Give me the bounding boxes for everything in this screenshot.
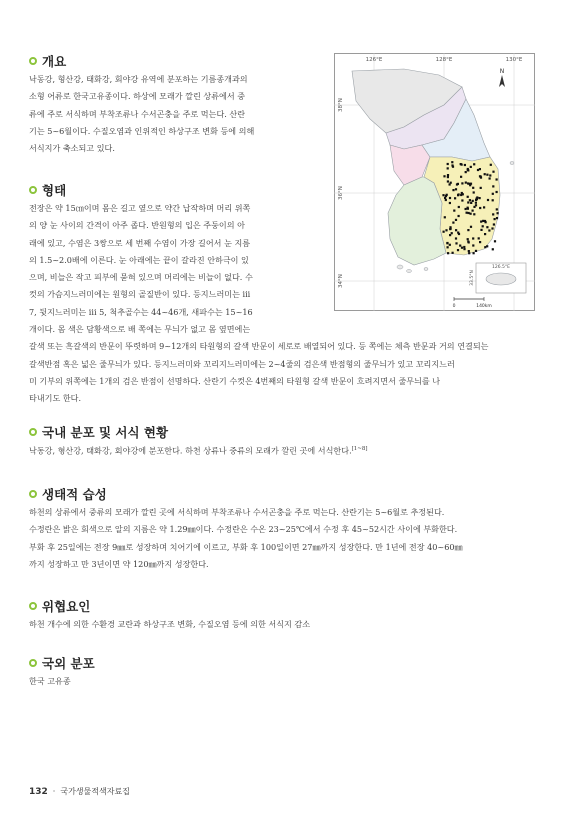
occurrence-marker (449, 202, 451, 204)
north-label: N (499, 68, 505, 75)
occurrence-marker (482, 225, 484, 227)
occurrence-marker (476, 196, 478, 198)
text-line: 류에 주로 서식하며 부착조류나 수서곤충을 주로 먹는다. 산란 (29, 108, 246, 119)
text-line: 전장은 약 15㎝이며 몸은 길고 옆으로 약간 납작하며 머리 위쪽 (29, 203, 251, 213)
occurrence-marker (442, 194, 444, 196)
occurrence-marker (475, 250, 477, 252)
foreign-text (29, 673, 71, 690)
occurrence-marker (477, 169, 479, 171)
heading-bullet-icon (29, 659, 37, 667)
occurrence-marker (447, 252, 449, 254)
occurrence-marker (457, 232, 459, 234)
occurrence-marker (467, 238, 469, 240)
occurrence-marker (480, 229, 482, 231)
occurrence-marker (486, 174, 488, 176)
occurrence-marker (473, 252, 475, 254)
occurrence-marker (456, 183, 458, 185)
text-line: 갈색반점 혹은 넓은 줄무늬가 있다. 등지느러미와 꼬리지느러미에는 2~4줄의 검은색 반점형의 줄무늬가 있고 꼬리지느러 (29, 358, 455, 369)
occurrence-marker (443, 175, 445, 177)
occurrence-marker (453, 210, 455, 212)
occurrence-marker (467, 196, 469, 198)
occurrence-marker (467, 207, 469, 209)
distribution-map (334, 53, 535, 311)
occurrence-marker (449, 234, 451, 236)
lat-label: 34°N (338, 274, 344, 288)
occurrence-marker (452, 252, 454, 254)
distribution-line: 낙동강, 형산강, 태화강, 회야강에 분포한다. 하천 상류나 중류의 모래가 깔린 곳에 서식한다. (29, 445, 352, 456)
jeju-inset (469, 263, 526, 293)
occurrence-marker (468, 212, 470, 214)
occurrence-marker (461, 199, 463, 201)
occurrence-marker (491, 227, 493, 229)
text-line: 하천의 상류에서 중류의 모래가 깔린 곳에 서식하며 부착조류나 수서곤충을 주로 먹는다. 산란기는 5~6월로 추정된다. (29, 507, 445, 517)
occurrence-marker (459, 245, 461, 247)
heading-bullet-icon (29, 490, 37, 498)
occurrence-marker (496, 191, 498, 193)
reference-mark: [1~8] (351, 446, 368, 452)
occurrence-marker (472, 237, 474, 239)
occurrence-marker (458, 206, 460, 208)
occurrence-marker (469, 184, 471, 186)
ecology-heading (29, 485, 107, 503)
occurrence-marker (470, 226, 472, 228)
occurrence-marker (469, 199, 471, 201)
text-line: 갈색 또는 흑갈색의 반문이 뚜렷하며 9~12개의 타원형의 갈색 반문이 세로로 배열되어 있다. 등 쪽에는 체측 반문과 거의 연결되는 (29, 341, 489, 352)
occurrence-marker (455, 219, 457, 221)
inset-lat-label: 33.5°N (470, 270, 475, 286)
occurrence-marker (451, 164, 453, 166)
occurrence-marker (482, 220, 484, 222)
foreign-title: 국외 분포 (42, 656, 95, 671)
occurrence-marker (492, 193, 494, 195)
occurrence-marker (483, 206, 485, 208)
text-line (29, 441, 368, 460)
occurrence-marker (465, 182, 467, 184)
text-line: 개이다. 몸 색은 담황색으로 배 쪽에는 무늬가 없고 몸 옆면에는 (29, 324, 251, 335)
occurrence-marker (479, 168, 481, 170)
text-line: 한국 고유종 (29, 676, 71, 686)
text-line: 컷의 가슴지느러미에는 원형의 골질반이 있다. 등지느러미는 iii (29, 289, 251, 300)
occurrence-marker (461, 164, 463, 166)
occurrence-marker (454, 197, 456, 199)
overview-heading (29, 52, 66, 70)
occurrence-marker (455, 188, 457, 190)
ecology-title: 생태적 습성 (42, 487, 107, 502)
occurrence-marker (480, 221, 482, 223)
occurrence-marker (465, 171, 467, 173)
occurrence-marker (461, 182, 463, 184)
text-line: 낙동강, 형산강, 태화강, 회야강 유역에 분포하는 기름종개과의 (29, 74, 248, 84)
text-line: 래에 있고, 수염은 3쌍으로 세 번째 수염이 가장 길어서 눈 지름 (29, 237, 251, 248)
ecology-text (29, 504, 463, 573)
occurrence-marker (473, 191, 475, 193)
occurrence-marker (475, 204, 477, 206)
page-number: 132 (29, 786, 48, 797)
occurrence-marker (492, 171, 494, 173)
scale-label: 0 (452, 304, 456, 309)
heading-bullet-icon (29, 186, 37, 194)
text-line: 미 기부의 위쪽에는 1개의 검은 반점이 선명하다. 산란기 수컷은 4번째의 타원형 갈색 반문이 흐려지면서 줄무늬를 나 (29, 375, 441, 386)
occurrence-marker (443, 231, 445, 233)
occurrence-marker (449, 226, 451, 228)
occurrence-marker (461, 247, 463, 249)
occurrence-marker (447, 167, 449, 169)
occurrence-marker (480, 187, 482, 189)
occurrence-marker (494, 218, 496, 220)
occurrence-marker (496, 208, 498, 210)
occurrence-marker (466, 212, 468, 214)
occurrence-marker (492, 185, 494, 187)
text-line: 의 1.5~2.0배에 이른다. 눈 아래에는 끝이 갈라진 안하극이 있 (29, 254, 249, 265)
occurrence-marker (470, 202, 472, 204)
occurrence-marker (484, 233, 486, 235)
heading-bullet-icon (29, 57, 37, 65)
occurrence-marker (472, 210, 474, 212)
occurrence-marker (463, 246, 465, 248)
overview-title: 개요 (42, 54, 67, 69)
occurrence-marker (472, 200, 474, 202)
occurrence-marker (447, 174, 449, 176)
lat-label: 38°N (338, 98, 344, 112)
occurrence-marker (489, 174, 491, 176)
occurrence-marker (494, 240, 496, 242)
lat-label: 36°N (338, 186, 344, 200)
occurrence-marker (478, 237, 480, 239)
occurrence-marker (497, 212, 499, 214)
occurrence-marker (496, 178, 498, 180)
occurrence-marker (452, 189, 454, 191)
occurrence-marker (496, 217, 498, 219)
occurrence-marker (492, 248, 494, 250)
distribution-text (29, 441, 368, 460)
text-line: 수정란은 밝은 회색으로 알의 지름은 약 1.29㎜이다. 수정란은 수온 23~25℃에서 수정 후 45~52시간 사이에 부화한다. (29, 524, 458, 535)
occurrence-marker (486, 245, 488, 247)
overview-text (29, 71, 254, 157)
distribution-title: 국내 분포 및 서식 현황 (42, 425, 169, 440)
text-line: 으며, 비늘은 작고 피부에 묻혀 있으며 머리에는 비늘이 없다. 수 (29, 272, 253, 283)
foreign-heading (29, 654, 95, 672)
occurrence-marker (445, 199, 447, 201)
occurrence-marker (475, 202, 477, 204)
threats-text (29, 616, 310, 633)
lon-label: 130°E (505, 57, 523, 63)
occurrence-marker (473, 163, 475, 165)
text-line: 소형 어류로 한국고유종이다. 하상에 모래가 깔린 상류에서 중 (29, 91, 246, 102)
occurrence-marker (455, 242, 457, 244)
occurrence-marker (452, 222, 454, 224)
occurrence-marker (470, 213, 472, 215)
occurrence-marker (451, 161, 453, 163)
occurrence-marker (479, 207, 481, 209)
occurrence-marker (446, 242, 448, 244)
text-line: 하천 개수에 의한 수환경 교란과 하상구조 변화, 수질오염 등에 의한 서식지 감소 (29, 619, 311, 629)
occurrence-marker (486, 226, 488, 228)
occurrence-marker (468, 252, 470, 254)
page-footer (29, 786, 130, 797)
occurrence-marker (473, 213, 475, 215)
text-line: 기는 5~6월이다. 수질오염과 인위적인 하상구조 변화 등에 의해 (29, 125, 255, 136)
occurrence-marker (444, 216, 446, 218)
occurrence-marker (458, 215, 460, 217)
occurrence-marker (490, 164, 492, 166)
occurrence-marker (493, 223, 495, 225)
occurrence-marker (484, 246, 486, 248)
occurrence-marker (460, 176, 462, 178)
occurrence-marker (460, 194, 462, 196)
occurrence-marker (468, 250, 470, 252)
text-line: 의 양 눈 사이의 간격이 아주 좁다. 반원형의 입은 주둥이의 아 (29, 220, 245, 231)
occurrence-marker (444, 197, 446, 199)
occurrence-marker (487, 199, 489, 201)
occurrence-marker (458, 193, 460, 195)
occurrence-marker (467, 169, 469, 171)
scale-label: 140km (476, 304, 492, 309)
occurrence-marker (451, 232, 453, 234)
heading-bullet-icon (29, 602, 37, 610)
occurrence-marker (489, 177, 491, 179)
jeju-island (486, 273, 516, 285)
occurrence-marker (445, 195, 447, 197)
occurrence-marker (447, 180, 449, 182)
occurrence-marker (457, 249, 459, 251)
heading-bullet-icon (29, 428, 37, 436)
text-line: 타내기도 한다. (29, 393, 82, 404)
book-title: 국가생물적색자료집 (60, 787, 130, 796)
occurrence-marker (461, 192, 463, 194)
occurrence-marker (467, 241, 469, 243)
occurrence-marker (492, 199, 494, 201)
occurrence-marker (480, 177, 482, 179)
distribution-heading (29, 423, 168, 441)
text-line: 서식지가 축소되고 있다. (29, 143, 115, 154)
occurrence-marker (455, 229, 457, 231)
occurrence-marker (484, 173, 486, 175)
occurrence-marker (447, 176, 449, 178)
occurrence-marker (467, 201, 469, 203)
occurrence-marker (464, 164, 466, 166)
threats-heading (29, 597, 90, 615)
threats-title: 위협요인 (42, 599, 91, 614)
occurrence-marker (449, 244, 451, 246)
occurrence-marker (470, 166, 472, 168)
occurrence-marker (447, 246, 449, 248)
text-line: 7, 뒷지느러미는 iii 5, 척추골수는 44~46개, 새파수는 15~16 (29, 306, 253, 317)
morphology-title: 형태 (42, 183, 67, 198)
occurrence-marker (488, 229, 490, 231)
inset-lon-label: 126.5°E (492, 265, 510, 270)
occurrence-marker (479, 197, 481, 199)
occurrence-marker (467, 229, 469, 231)
lon-label: 126°E (365, 57, 383, 63)
occurrence-marker (450, 182, 452, 184)
footer-separator: · (52, 787, 56, 796)
text-line: 부화 후 25일에는 전장 9㎜로 성장하며 치어기에 이르고, 부화 후 100일이면 27㎜까지 성장한다. 만 1년에 전장 40~60㎜ (29, 541, 463, 552)
occurrence-marker (472, 244, 474, 246)
occurrence-marker (479, 241, 481, 243)
occurrence-marker (449, 197, 451, 199)
occurrence-marker (463, 248, 465, 250)
occurrence-marker (465, 208, 467, 210)
lon-label: 128°E (435, 57, 453, 63)
occurrence-marker (447, 163, 449, 165)
occurrence-marker (492, 213, 494, 215)
occurrence-marker (445, 229, 447, 231)
occurrence-marker (455, 237, 457, 239)
text-line: 까지 성장하고 만 3년이면 약 120㎜까지 성장한다. (29, 558, 209, 569)
morphology-heading (29, 181, 66, 199)
occurrence-marker (472, 187, 474, 189)
